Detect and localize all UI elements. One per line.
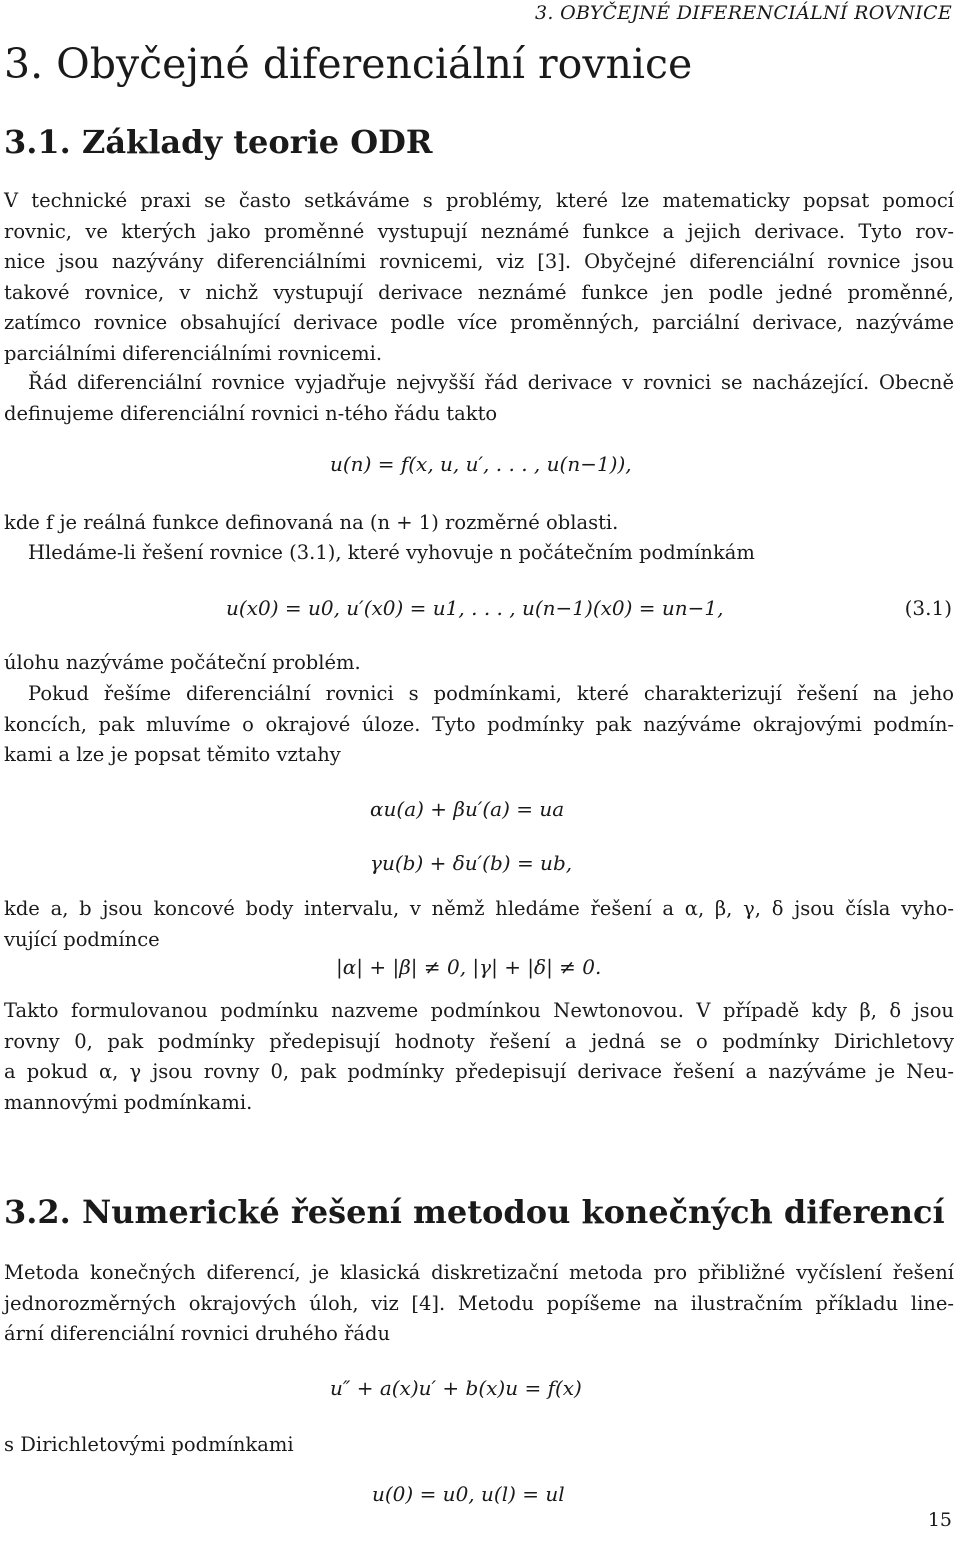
equation-coefficient-condition: |α| + |β| ≠ 0, |γ| + |δ| ≠ 0. xyxy=(336,955,602,979)
text-line: kde f je reálná funkce definovaná na (n + 1) rozměrné oblasti. xyxy=(4,511,619,534)
text-line: Takto formulovanou podmínku nazveme podmínkou Newtonovou. V případě kdy β, δ jsou xyxy=(4,999,954,1022)
running-head: 3. OBYČEJNÉ DIFERENCIÁLNÍ ROVNICE xyxy=(535,2,952,24)
paragraph-f-definition xyxy=(4,508,954,539)
text-line: ární diferenciální rovnici druhého řádu xyxy=(4,1322,391,1346)
paragraph-boundary xyxy=(4,679,954,771)
text-line: nice jsou nazývány diferenciálními rovnicemi, viz [3]. Obyčejné diferenciální rovnice jsou xyxy=(4,250,954,274)
paragraph-dirichlet-intro xyxy=(4,1430,954,1461)
equation-general-ode: u(n) = f(x, u, u′, . . . , u(n−1)), xyxy=(330,452,632,476)
page-number: 15 xyxy=(927,1509,952,1531)
paragraph-intro xyxy=(4,186,954,370)
equation-boundary-b: γu(b) + δu′(b) = ub, xyxy=(370,851,573,875)
section-title-3-2: 3.2. Numerické řešení metodou konečných diferencí xyxy=(4,1193,945,1231)
text-line: Řád diferenciální rovnice vyjadřuje nejvyšší řád derivace v rovnici se nacházející. Obecně xyxy=(28,371,954,394)
text-line: úlohu nazýváme počáteční problém. xyxy=(4,651,361,674)
paragraph-initial-problem xyxy=(4,648,954,679)
text-line: rovny 0, pak podmínky předepisují hodnoty řešení a jedná se o podmínky Dirichletovy xyxy=(4,1029,954,1053)
paragraph-fdm xyxy=(4,1258,954,1350)
text-line: kami a lze je popsat těmito vztahy xyxy=(4,743,341,767)
text-line: Metoda konečných diferencí, je klasická diskretizační metoda pro přibližné vyčíslení řešení xyxy=(4,1261,954,1284)
section-title-3-1: 3.1. Základy teorie ODR xyxy=(4,123,433,161)
equation-second-order: u″ + a(x)u′ + b(x)u = f(x) xyxy=(330,1376,582,1400)
text-line: s Dirichletovými podmínkami xyxy=(4,1433,294,1456)
text-line: zatímco rovnice obsahující derivace podle více proměnných, parciální derivace, nazýváme xyxy=(4,311,954,335)
text-line: takové rovnice, v nichž vystupují derivace neznámé funkce jen podle jedné proměnné, xyxy=(4,280,954,304)
text-line: mannovými podmínkami. xyxy=(4,1090,253,1114)
text-line: rovnic, ve kterých jako proměnné vystupují neznámé funkce a jejich derivace. Tyto rov- xyxy=(4,219,954,243)
text-line: parciálními diferenciálními rovnicemi. xyxy=(4,341,383,365)
equation-dirichlet: u(0) = u0, u(l) = ul xyxy=(372,1482,565,1506)
text-line: Pokud řešíme diferenciální rovnici s podmínkami, které charakterizují řešení na jeho xyxy=(28,682,954,705)
paragraph-endpoints xyxy=(4,894,954,955)
paragraph-order xyxy=(4,368,954,429)
text-line: V technické praxi se často setkáváme s problémy, které lze matematicky popsat pomocí xyxy=(4,189,954,212)
text-line: Hledáme-li řešení rovnice (3.1), které vyhovuje n počátečním podmínkám xyxy=(28,541,755,564)
text-line: a pokud α, γ jsou rovny 0, pak podmínky předepisují derivace řešení a nazýváme je Neu- xyxy=(4,1060,954,1084)
text-line: vující podmínce xyxy=(4,927,160,951)
text-line: jednorozměrných okrajových úloh, viz [4]. Metodu popíšeme na ilustračním příkladu line- xyxy=(4,1291,954,1315)
chapter-title: 3. Obyčejné diferenciální rovnice xyxy=(4,40,693,88)
equation-initial-conditions: u(x0) = u0, u′(x0) = u1, . . . , u(n−1)(x0) = un−1, xyxy=(226,596,724,620)
paragraph-conditions-types xyxy=(4,996,954,1118)
equation-boundary-a: αu(a) + βu′(a) = ua xyxy=(370,797,565,821)
text-line: koncích, pak mluvíme o okrajové úloze. Tyto podmínky pak nazýváme okrajovými podmín- xyxy=(4,712,954,736)
paragraph-initial-intro xyxy=(4,538,954,569)
equation-number: (3.1) xyxy=(904,596,952,620)
text-line: kde a, b jsou koncové body intervalu, v němž hledáme řešení a α, β, γ, δ jsou čísla vyho- xyxy=(4,897,954,920)
text-line: definujeme diferenciální rovnici n-tého řádu takto xyxy=(4,401,498,425)
